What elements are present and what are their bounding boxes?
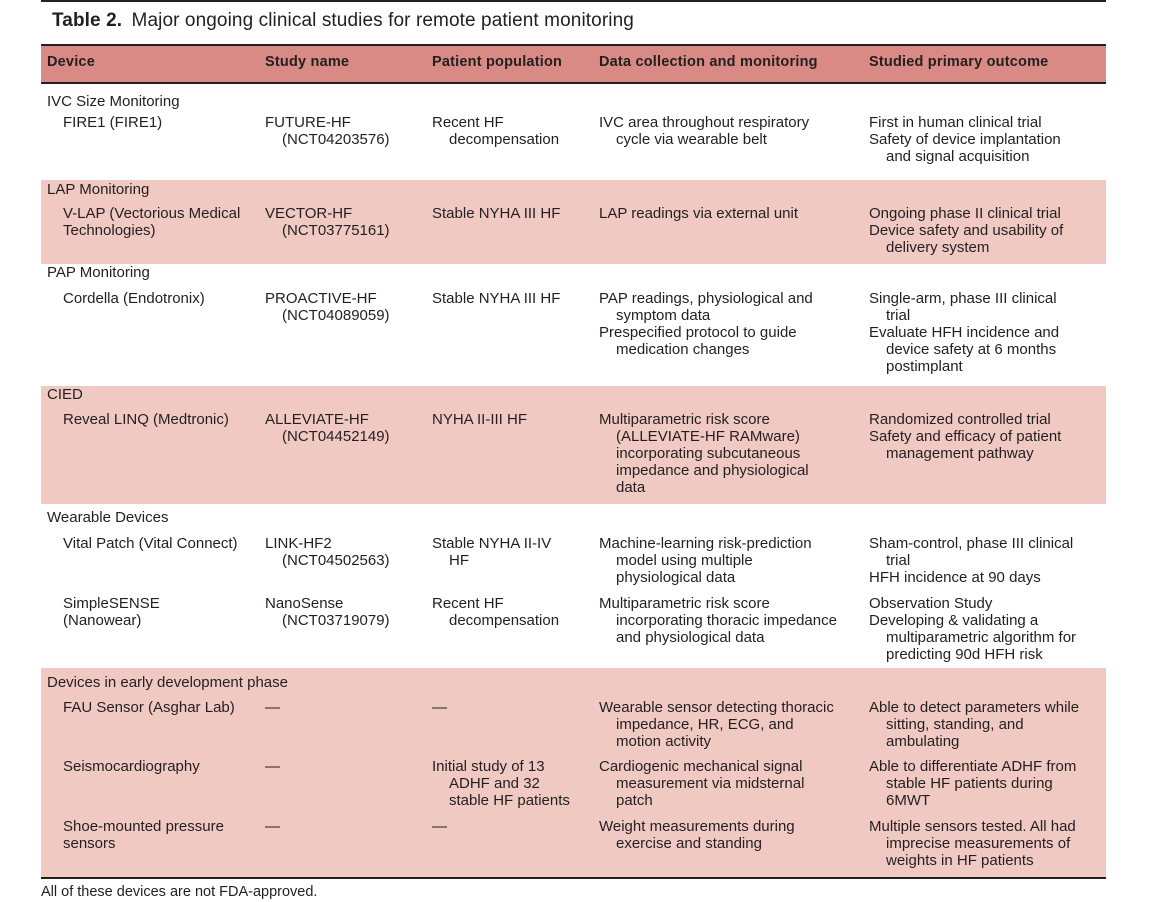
cell-line: Device safety and usability of — [869, 222, 1064, 239]
cell-line: HFH incidence at 90 days — [869, 569, 1041, 586]
cell-line: Stable NYHA II-IV — [432, 535, 552, 552]
cell-line: imprecise measurements of — [886, 835, 1071, 852]
cell-study-name — [265, 818, 280, 835]
cell-line: ADHF and 32 — [449, 775, 540, 792]
cell-study-name — [265, 205, 390, 239]
cell-patient-population — [432, 205, 560, 222]
cell-data-collection — [599, 535, 812, 586]
cell-line: Developing & validating a — [869, 612, 1039, 629]
table-section — [41, 180, 1106, 264]
cell-primary-outcome — [869, 699, 1079, 750]
cell-line: PROACTIVE-HF — [265, 290, 377, 307]
cell-line: stable HF patients — [449, 792, 570, 809]
cell-line: Able to differentiate ADHF from — [869, 758, 1077, 775]
cell-line: Seismocardiography — [63, 758, 200, 775]
cell-line: Prespecified protocol to guide — [599, 324, 797, 341]
cell-line: (NCT03719079) — [282, 612, 390, 629]
cell-line: Able to detect parameters while — [869, 699, 1080, 716]
cell-line: PAP readings, physiological and — [599, 290, 813, 307]
cell-line: Cardiogenic mechanical signal — [599, 758, 803, 775]
cell-line: FUTURE-HF — [265, 114, 351, 131]
cell-line: Multiple sensors tested. All had — [869, 818, 1076, 835]
table-footnote: All of these devices are not FDA-approved. — [41, 884, 318, 900]
cell-line: Shoe-mounted pressure — [63, 818, 224, 835]
cell-line: Recent HF — [432, 114, 504, 131]
bottom-rule — [41, 877, 1106, 879]
cell-line: FIRE1 (FIRE1) — [63, 114, 163, 131]
cell-line: (NCT04452149) — [282, 428, 390, 445]
cell-line: SimpleSENSE — [63, 595, 160, 612]
cell-line: Multiparametric risk score — [599, 411, 770, 428]
cell-line: — — [265, 699, 280, 716]
cell-line: Ongoing phase II clinical trial — [869, 205, 1061, 222]
cell-line: VECTOR-HF — [265, 205, 353, 222]
cell-line: NanoSense — [265, 595, 344, 612]
cell-line: 6MWT — [886, 792, 931, 809]
cell-line: Recent HF — [432, 595, 504, 612]
cell-line: predicting 90d HFH risk — [886, 646, 1043, 663]
cell-line: Initial study of 13 — [432, 758, 545, 775]
section-title: PAP Monitoring — [47, 264, 150, 281]
cell-primary-outcome — [869, 411, 1061, 462]
cell-device — [63, 205, 240, 239]
cell-data-collection — [599, 595, 837, 646]
cell-line: Machine-learning risk-prediction — [599, 535, 812, 552]
cell-line: ALLEVIATE-HF — [265, 411, 369, 428]
table-title: Major ongoing clinical studies for remote patient monitoring — [131, 10, 634, 31]
table-caption — [52, 10, 634, 32]
cell-line: LAP readings via external unit — [599, 205, 799, 222]
cell-patient-population — [432, 595, 559, 629]
cell-line: trial — [886, 552, 911, 569]
cell-line: patch — [616, 792, 653, 809]
cell-patient-population — [432, 411, 527, 428]
cell-study-name — [265, 290, 390, 324]
header-study-name: Study name — [265, 54, 350, 70]
cell-primary-outcome — [869, 114, 1061, 165]
cell-line: Single-arm, phase III clinical — [869, 290, 1057, 307]
cell-line: impedance, HR, ECG, and — [616, 716, 794, 733]
cell-line: HF — [449, 552, 469, 569]
cell-line: Safety and efficacy of patient — [869, 428, 1062, 445]
cell-device — [63, 535, 238, 552]
cell-device — [63, 114, 162, 131]
cell-line: Multiparametric risk score — [599, 595, 770, 612]
cell-primary-outcome — [869, 205, 1063, 256]
cell-line: sensors — [63, 835, 116, 852]
cell-line: delivery system — [886, 239, 990, 256]
cell-line: and signal acquisition — [886, 148, 1030, 165]
header-primary-outcome: Studied primary outcome — [869, 54, 1049, 70]
cell-data-collection — [599, 114, 809, 148]
cell-study-name — [265, 114, 390, 148]
cell-primary-outcome — [869, 818, 1076, 869]
cell-line: sitting, standing, and — [886, 716, 1024, 733]
cell-study-name — [265, 595, 390, 629]
table-section — [41, 264, 1106, 386]
cell-line: V-LAP (Vectorious Medical — [63, 205, 241, 222]
cell-patient-population — [432, 758, 570, 809]
section-title: Devices in early development phase — [47, 674, 288, 691]
table-section — [41, 504, 1106, 668]
cell-line: postimplant — [886, 358, 963, 375]
cell-data-collection — [599, 411, 809, 496]
cell-line: impedance and physiological — [616, 462, 809, 479]
section-title: Wearable Devices — [47, 509, 169, 526]
table-section — [41, 386, 1106, 504]
cell-line: (NCT04089059) — [282, 307, 390, 324]
cell-line: Stable NYHA III HF — [432, 205, 561, 222]
cell-primary-outcome — [869, 535, 1073, 586]
cell-primary-outcome — [869, 758, 1076, 809]
cell-line: — — [432, 818, 447, 835]
cell-primary-outcome — [869, 595, 1076, 663]
cell-line: physiological data — [616, 569, 736, 586]
cell-device — [63, 595, 160, 629]
cell-study-name — [265, 411, 390, 445]
cell-line: — — [265, 818, 280, 835]
cell-line: stable HF patients during — [886, 775, 1053, 792]
cell-device — [63, 411, 229, 428]
cell-line: measurement via midsternal — [616, 775, 805, 792]
cell-data-collection — [599, 205, 798, 222]
cell-patient-population — [432, 818, 447, 835]
cell-study-name — [265, 758, 280, 775]
cell-line: LINK-HF2 — [265, 535, 332, 552]
cell-line: (NCT04203576) — [282, 131, 390, 148]
cell-line: Observation Study — [869, 595, 993, 612]
cell-line: FAU Sensor (Asghar Lab) — [63, 699, 235, 716]
cell-line: Weight measurements during — [599, 818, 795, 835]
cell-line: — — [432, 699, 447, 716]
table-body — [41, 84, 1106, 879]
cell-line: IVC area throughout respiratory — [599, 114, 810, 131]
cell-line: (NCT04502563) — [282, 552, 390, 569]
cell-line: decompensation — [449, 131, 560, 148]
cell-study-name — [265, 535, 390, 569]
section-title: CIED — [47, 386, 83, 403]
header-data-collection: Data collection and monitoring — [599, 54, 818, 70]
cell-line: incorporating subcutaneous — [616, 445, 801, 462]
cell-line: symptom data — [616, 307, 711, 324]
cell-line: exercise and standing — [616, 835, 762, 852]
cell-line: Randomized controlled trial — [869, 411, 1051, 428]
cell-data-collection — [599, 758, 804, 809]
cell-line: Safety of device implantation — [869, 131, 1061, 148]
cell-patient-population — [432, 699, 447, 716]
cell-study-name — [265, 699, 280, 716]
cell-patient-population — [432, 114, 559, 148]
table-label: Table 2. — [52, 10, 123, 31]
table-section — [41, 668, 1106, 879]
cell-data-collection — [599, 290, 813, 358]
cell-data-collection — [599, 699, 834, 750]
top-rule — [41, 0, 1106, 2]
cell-primary-outcome — [869, 290, 1059, 375]
cell-line: motion activity — [616, 733, 712, 750]
cell-line: data — [616, 479, 646, 496]
cell-line: (ALLEVIATE-HF RAMware) — [616, 428, 800, 445]
cell-device — [63, 818, 224, 852]
cell-line: cycle via wearable belt — [616, 131, 767, 148]
cell-line: Reveal LINQ (Medtronic) — [63, 411, 229, 428]
cell-line: NYHA II-III HF — [432, 411, 528, 428]
section-title: IVC Size Monitoring — [47, 93, 180, 110]
table-section — [41, 84, 1106, 180]
cell-line: decompensation — [449, 612, 560, 629]
cell-line: Cordella (Endotronix) — [63, 290, 205, 307]
cell-patient-population — [432, 535, 551, 569]
cell-device — [63, 290, 205, 307]
cell-line: (Nanowear) — [63, 612, 142, 629]
header-patient-population: Patient population — [432, 54, 563, 70]
clinical-studies-table — [41, 44, 1106, 879]
cell-line: model using multiple — [616, 552, 753, 569]
cell-line: ambulating — [886, 733, 960, 750]
cell-patient-population — [432, 290, 560, 307]
section-title: LAP Monitoring — [47, 181, 150, 198]
cell-device — [63, 758, 200, 775]
cell-line: First in human clinical trial — [869, 114, 1042, 131]
cell-line: Vital Patch (Vital Connect) — [63, 535, 238, 552]
cell-line: Wearable sensor detecting thoracic — [599, 699, 834, 716]
cell-data-collection — [599, 818, 795, 852]
cell-line: multiparametric algorithm for — [886, 629, 1077, 646]
cell-line: weights in HF patients — [886, 852, 1034, 869]
cell-line: device safety at 6 months — [886, 341, 1057, 358]
cell-line: medication changes — [616, 341, 750, 358]
cell-device — [63, 699, 235, 716]
cell-line: Stable NYHA III HF — [432, 290, 561, 307]
header-device: Device — [47, 54, 95, 70]
cell-line: (NCT03775161) — [282, 222, 390, 239]
cell-line: Technologies) — [63, 222, 156, 239]
cell-line: trial — [886, 307, 911, 324]
cell-line: and physiological data — [616, 629, 765, 646]
cell-line: — — [265, 758, 280, 775]
cell-line: incorporating thoracic impedance — [616, 612, 837, 629]
table-header-row — [41, 44, 1106, 84]
cell-line: management pathway — [886, 445, 1034, 462]
cell-line: Evaluate HFH incidence and — [869, 324, 1060, 341]
cell-line: Sham-control, phase III clinical — [869, 535, 1074, 552]
